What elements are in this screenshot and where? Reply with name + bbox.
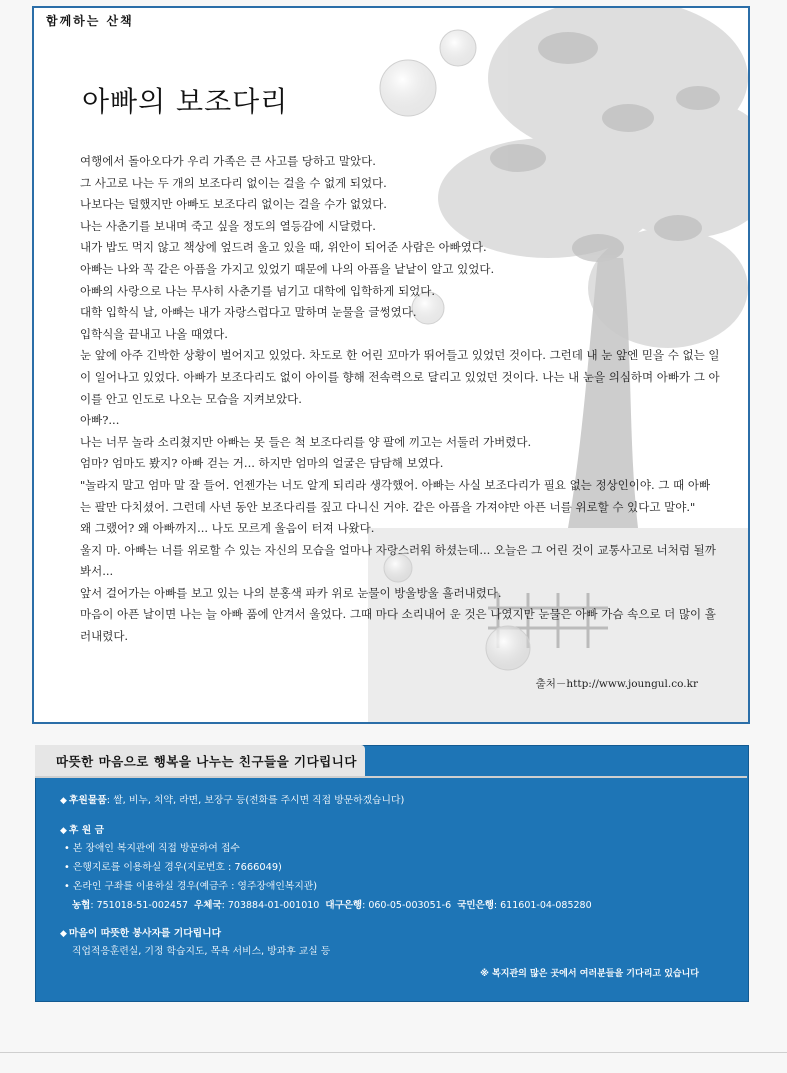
bank-accounts bbox=[72, 897, 592, 911]
goods-row bbox=[60, 792, 404, 806]
volunteer-heading bbox=[60, 925, 221, 939]
bank-number: : 060-05-003051-6 bbox=[362, 900, 452, 911]
article-paragraph: "놀라지 말고 엄마 말 잘 들어. 언젠가는 너도 알게 되리라 생각했어. 아빠는 사실 보조다리가 필요 없는 정상인이야. 그 때 아빠는 팔만 다치셨어. 그런데 사년 동안 보조다리를 짚고 다니신 거야. 같은 아픔을 가져야만 아픈 너를 위로할 수 있다고 말야." bbox=[80, 477, 711, 514]
article-paragraph: 대학 입학식 날, 아빠는 내가 자랑스럽다고 말하며 눈물을 글썽였다. bbox=[80, 305, 417, 320]
money-heading bbox=[60, 822, 104, 836]
tab-divider bbox=[35, 776, 747, 778]
bank-number: : 703884-01-001010 bbox=[221, 900, 320, 911]
article-title: 아빠의 보조다리 bbox=[82, 85, 289, 118]
bank-number: : 751018-51-002457 bbox=[90, 900, 189, 911]
bank-name: 농협 bbox=[72, 900, 91, 911]
bank-name: 대구은행 bbox=[325, 900, 363, 911]
footer-note: ※ 복지관의 많은 곳에서 여러분들을 기다리고 있습니다 bbox=[480, 969, 699, 979]
article-paragraph: 마음이 아픈 날이면 나는 늘 아빠 품에 안겨서 울었다. 그때 마다 소리내어 운 것은 나였지만 눈물은 아빠 가슴 속으로 더 많이 흘러내렸다. bbox=[80, 607, 716, 644]
article-paragraph: 앞서 걸어가는 아빠를 보고 있는 나의 분홍색 파카 위로 눈물이 방울방울 흘러내렸다. bbox=[80, 585, 502, 600]
article-paragraph: 울지 마. 아빠는 너를 위로할 수 있는 자신의 모습을 얼마나 자랑스러워 하셨는데... 오늘은 그 어린 것이 교통사고로 너처럼 될까봐서... bbox=[80, 542, 716, 579]
diamond-bullet-icon: ◆ bbox=[60, 929, 67, 939]
money-label: 후 원 금 bbox=[68, 825, 105, 836]
article-paragraph: 나보다는 덜했지만 아빠도 보조다리 없이는 걸을 수가 없었다. bbox=[80, 197, 387, 212]
article-paragraph: 엄마? 엄마도 봤지? 아빠 걷는 거... 하지만 엄마의 얼굴은 담담해 보였다. bbox=[80, 456, 444, 471]
volunteer-label: 마음이 따뜻한 봉사자를 기다립니다 bbox=[68, 928, 222, 939]
article-paragraph: 여행에서 돌아오다가 우리 가족은 큰 사고를 당하고 말았다. bbox=[80, 154, 376, 168]
article-paragraph: 아빠의 사랑으로 나는 무사히 사춘기를 넘기고 대학에 입학하게 되었다. bbox=[80, 283, 436, 298]
section-label: 함께하는 산책 bbox=[42, 12, 138, 29]
article-paragraph: 눈 앞에 아주 긴박한 상황이 벌어지고 있었다. 차도로 한 어린 꼬마가 뛰어들고 있었던 것이다. 그런데 내 눈 앞엔 믿을 수 없는 일이 일어나고 있었다. 아빠가 보조다리도 없이 아이를 향해 전속력으로 달리고 있었던 것이다. 나는 내 눈을 의심하며 아빠가 그 아이를 안고 인도로 나오는 모습을 지켜보았다. bbox=[80, 348, 720, 406]
goods-label: 후원물품 bbox=[68, 795, 107, 806]
money-item: • 은행지로를 이용하실 경우(지로번호 : 7666049) bbox=[64, 862, 282, 873]
donation-tab-title: 따뜻한 마음으로 행복을 나누는 친구들을 기다립니다 bbox=[56, 754, 357, 769]
money-item: • 온라인 구좌를 이용하실 경우(예금주 : 영주장애인복지관) bbox=[64, 881, 318, 892]
bank-number: : 611601-04-085280 bbox=[493, 900, 592, 911]
article-paragraph: 그 사고로 나는 두 개의 보조다리 없이는 걸을 수 없게 되었다. bbox=[80, 175, 387, 190]
bank-name: 국민은행 bbox=[457, 900, 494, 911]
article-paragraph: 나는 사춘기를 보내며 죽고 싶을 정도의 열등감에 시달렸다. bbox=[80, 218, 376, 233]
article-source: 출처－http://www.joungul.co.kr bbox=[535, 678, 698, 690]
article-paragraph: 내가 밥도 먹지 않고 책상에 엎드려 울고 있을 때, 위안이 되어준 사람은 아빠였다. bbox=[80, 240, 487, 255]
goods-text: : 쌀, 비누, 치약, 라면, 보장구 등(전화를 주시면 직접 방문하겠습니다) bbox=[106, 795, 405, 806]
article-paragraph: 아빠는 나와 꼭 같은 아픔을 가지고 있었기 때문에 나의 아픔을 낱낱이 알고 있었다. bbox=[80, 261, 495, 276]
diamond-bullet-icon: ◆ bbox=[60, 796, 67, 806]
volunteer-text: 직업적응훈련실, 기정 학습지도, 목욕 서비스, 방과후 교실 등 bbox=[72, 946, 331, 957]
bank-name: 우체국 bbox=[194, 900, 222, 911]
article-paragraph: 나는 너무 놀라 소리쳤지만 아빠는 못 들은 척 보조다리를 양 팔에 끼고는 서둘러 가버렸다. bbox=[80, 434, 532, 449]
donation-panel bbox=[35, 745, 749, 1002]
money-item: • 본 장애인 복지관에 직접 방문하여 접수 bbox=[64, 843, 240, 854]
article-body bbox=[80, 151, 720, 648]
article-paragraph: 아빠?... bbox=[80, 413, 120, 428]
diamond-bullet-icon: ◆ bbox=[60, 826, 67, 836]
article-paragraph: 입학식을 끝내고 나올 때였다. bbox=[80, 326, 228, 341]
article-paragraph: 왜 그랬어? 왜 아빠까지... 나도 모르게 울음이 터져 나왔다. bbox=[80, 521, 375, 536]
article-frame bbox=[32, 6, 750, 724]
page-bottom-rule bbox=[0, 1052, 787, 1053]
